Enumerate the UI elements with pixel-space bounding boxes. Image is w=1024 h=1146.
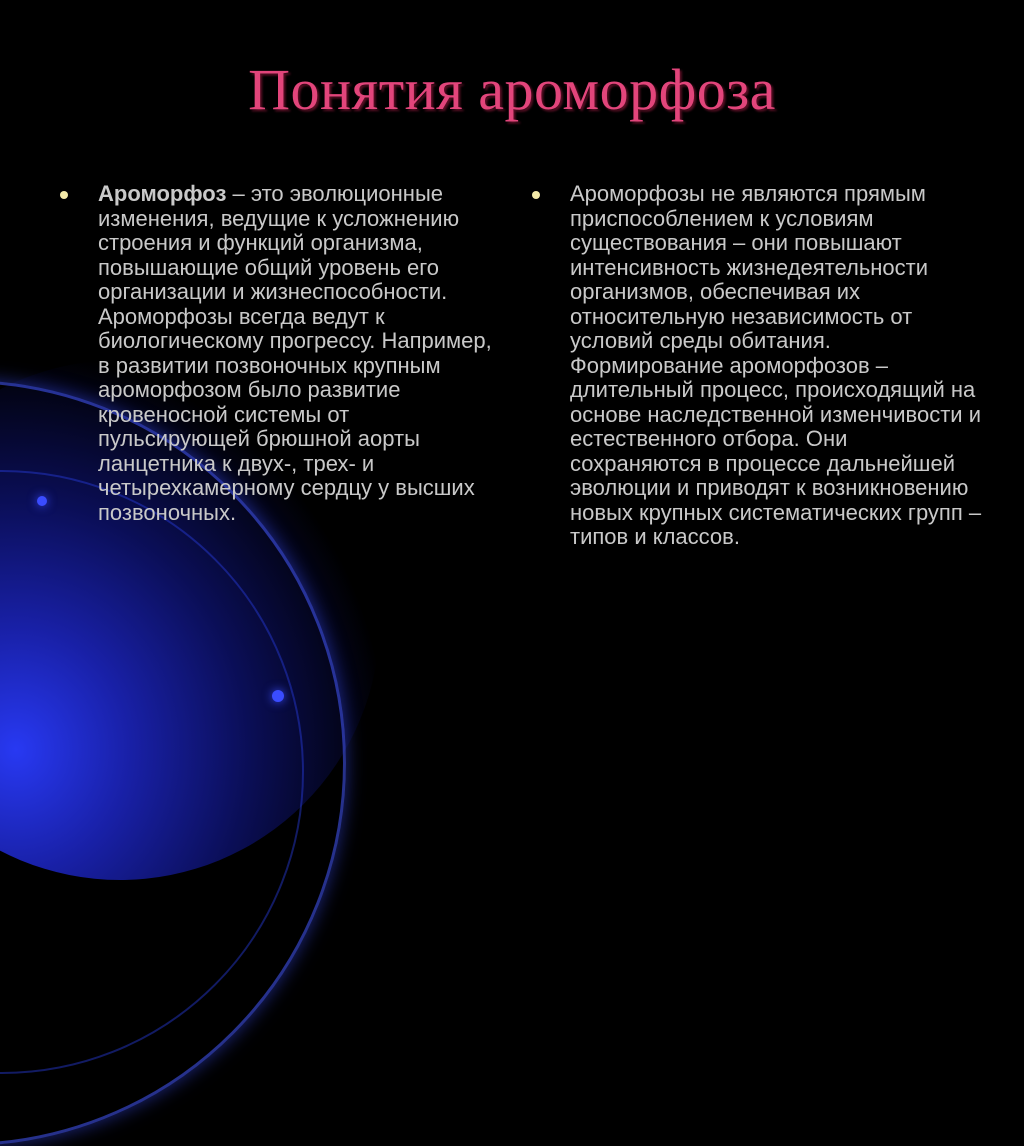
background-dot [272,690,284,702]
bullet-icon [532,191,540,199]
left-bullet-text [98,182,500,525]
left-definition-text: – это эволюционные изменения, ведущие к усложнению строения и функций организма, повышающие общий уровень его организации и жизнеспособности. Ароморфозы всегда ведут к биологическому прогрессу. Например, в развитии позвоночных крупным ароморфозом было развитие кровеносной системы от пульсирующей брюшной аорты ланцетника к двух-, трех- и четырехкамерному сердцу у высших позвоночных. [98,181,492,525]
background-dot [37,496,47,506]
term-aromorphosis: Ароморфоз [98,181,227,206]
right-bullet-text: Ароморфозы не являются прямым приспособлением к условиям существования – они повышают интенсивность жизнедеятельности организмов, обеспечивая их относительную независимость от условий среды обитания. Формирование ароморфозов – длительный процесс, происходящий на основе наследственной изменчивости и естественного отбора. Они сохраняются в процессе дальнейшей эволюции и приводят к возникновению новых крупных систематических групп – типов и классов. [570,181,982,549]
right-bullet-block [532,182,982,550]
left-bullet-block [60,182,500,525]
slide-title: Понятия ароморфоза [248,57,776,122]
bullet-icon [60,191,68,199]
